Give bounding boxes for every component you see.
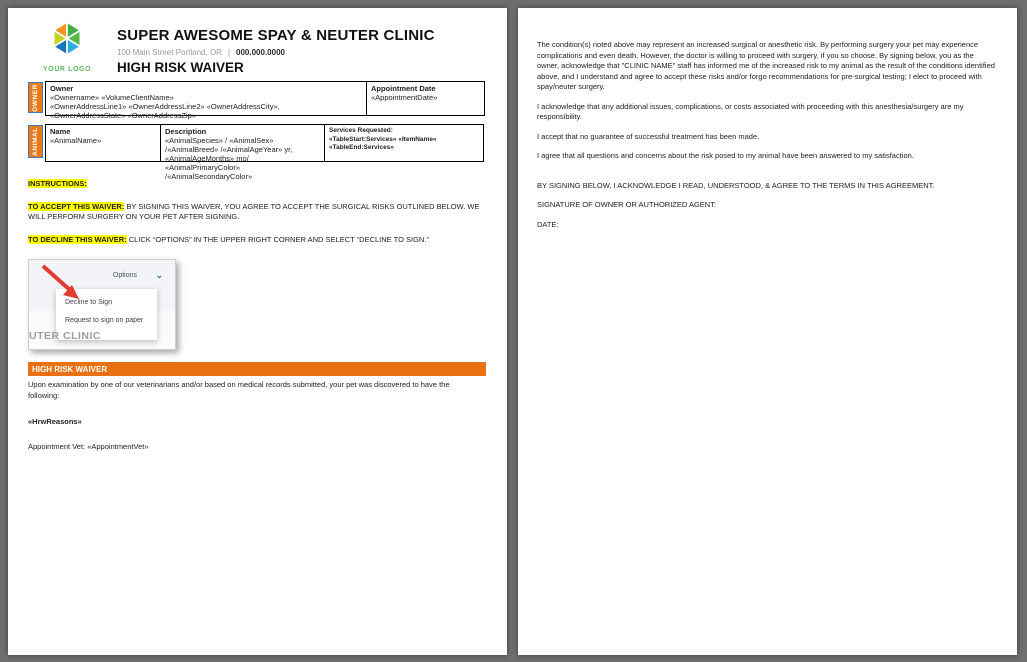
document-header bbox=[28, 20, 486, 75]
signature-line-label: SIGNATURE OF OWNER OR AUTHORIZED AGENT: bbox=[537, 200, 717, 209]
animal-desc-line4: «AnimalPrimaryColor» /«AnimalSecondaryColor» bbox=[165, 163, 253, 181]
services-line1: «TableStart:Services» «ItemName» bbox=[329, 135, 437, 143]
services-header: Services Requested: bbox=[329, 127, 393, 134]
animal-name-field: «AnimalName» bbox=[50, 136, 102, 145]
logo-pinwheel-icon bbox=[49, 20, 85, 57]
services-requested-cell bbox=[324, 124, 484, 162]
instructions-heading-text: INSTRUCTIONS: bbox=[28, 179, 87, 188]
owner-name-fields: «Ownername» «VolumeClientName» bbox=[50, 93, 174, 102]
accept-text: BY SIGNING THIS WAIVER, YOU AGREE TO ACCEPT THE SURGICAL RISKS OUTLINED BELOW. WE WILL PERFORM SURGERY ON YOUR PET AFTER SIGNING. bbox=[28, 201, 480, 221]
owner-tab bbox=[28, 82, 43, 113]
decline-to-sign-menu-item: Decline to Sign bbox=[65, 299, 113, 306]
questions-answered-paragraph: I agree that all questions and concerns about the risk posed to my animal have been answered to my satisfaction. bbox=[537, 151, 914, 160]
services-line2: «TableEnd:Services» bbox=[329, 144, 394, 151]
clinic-address: 100 Main Street Portland, OR bbox=[117, 48, 222, 57]
appointment-date-label: Appointment Date bbox=[371, 84, 436, 93]
owner-info-cell bbox=[45, 81, 367, 120]
agreement-acknowledgement: BY SIGNING BELOW, I ACKNOWLEDGE I READ, UNDERSTOOD, & AGREE TO THE TERMS IN THIS AGREEMENT. bbox=[537, 180, 935, 190]
document-page-2 bbox=[518, 8, 1017, 655]
appointment-date-field: «AppointmentDate» bbox=[371, 93, 438, 102]
animal-name-cell bbox=[45, 124, 161, 162]
clipped-clinic-text: UTER CLINIC bbox=[29, 330, 101, 342]
clinic-contact-line bbox=[117, 48, 435, 57]
owner-tab-label: OWNER bbox=[32, 83, 39, 112]
clinic-name: SUPER AWESOME SPAY & NEUTER CLINIC bbox=[117, 27, 435, 44]
options-menu-screenshot bbox=[28, 259, 176, 350]
owner-cell-header: Owner bbox=[50, 84, 74, 93]
document-page-1 bbox=[8, 8, 507, 655]
animal-description-header: Description bbox=[165, 127, 207, 136]
options-button-label: Options bbox=[112, 272, 137, 279]
waiver-intro-paragraph: Upon examination by one of our veterinarians and/or based on medical records submitted, your pet was discovered to have the following: bbox=[28, 380, 450, 400]
animal-description-cell bbox=[160, 124, 325, 181]
animal-tab-label: ANIMAL bbox=[32, 127, 39, 156]
request-paper-menu-item: Request to sign on paper bbox=[65, 317, 144, 324]
hrw-reasons-field: «HrwReasons» bbox=[28, 417, 82, 426]
red-arrow-annotation-icon bbox=[35, 263, 87, 305]
owner-address-fields-1: «OwnerAddressLine1» «OwnerAddressLine2» «OwnerAddressCity», bbox=[50, 102, 280, 111]
decline-instructions bbox=[28, 235, 480, 246]
document-title: HIGH RISK WAIVER bbox=[117, 60, 244, 75]
separator: | bbox=[227, 48, 231, 57]
chevron-down-icon: ⌄ bbox=[155, 270, 163, 280]
clinic-phone: 000.000.0000 bbox=[236, 48, 285, 57]
animal-desc-line1: «AnimalSpecies» / «AnimalSex» bbox=[165, 136, 274, 145]
owner-address-fields-2: «OwnerAddressState» «OwnerAddressZip» bbox=[50, 111, 196, 120]
appointment-vet-line: Appointment Vet: «AppointmentVet» bbox=[28, 441, 149, 451]
accept-instructions bbox=[28, 202, 480, 223]
owner-table bbox=[28, 81, 486, 120]
animal-name-header: Name bbox=[50, 127, 71, 136]
animal-table bbox=[28, 124, 486, 181]
header-text bbox=[117, 20, 435, 75]
date-line-label: DATE: bbox=[537, 219, 559, 229]
accept-label: TO ACCEPT THIS WAIVER: bbox=[28, 201, 125, 211]
appointment-date-cell bbox=[366, 81, 485, 116]
decline-label: TO DECLINE THIS WAIVER: bbox=[28, 234, 127, 244]
animal-desc-line3: «AnimalAgeMonths» mo/ bbox=[165, 154, 249, 163]
animal-desc-line2: /«AnimalBreed» /«AnimalAgeYear» yr, bbox=[165, 145, 293, 154]
high-risk-waiver-section-bar: HIGH RISK WAIVER bbox=[28, 362, 486, 376]
logo-placeholder-label: YOUR LOGO bbox=[42, 66, 92, 73]
animal-tab bbox=[28, 125, 43, 158]
responsibility-paragraph: I acknowledge that any additional issues, complications, or costs associated with proceeding with this anesthesia/surgery are my responsibility. bbox=[537, 101, 964, 121]
no-guarantee-paragraph: I accept that no guarantee of successful treatment has been made. bbox=[537, 131, 760, 141]
decline-text: CLICK “OPTIONS” IN THE UPPER RIGHT CORNER AND SELECT “DECLINE TO SIGN.” bbox=[126, 234, 429, 244]
clinic-logo bbox=[28, 20, 106, 75]
risk-disclosure-paragraph: The condition(s) noted above may represent an increased surgical or anesthetic risk. By performing surgery your pet may experience complications and even death. However, the doctor is willing to proceed with surgery, if you so choose. By signing below, you as the owner, acknowledge that "CLINIC NAME" staff has informed me of the increased risk to my animal as the result of the conditions identified above, and I understand and agree to accept these risks and/or forgo recommendations for pre-surgical testing; I elect to proceed with spay/neuter surgery. bbox=[537, 40, 995, 91]
